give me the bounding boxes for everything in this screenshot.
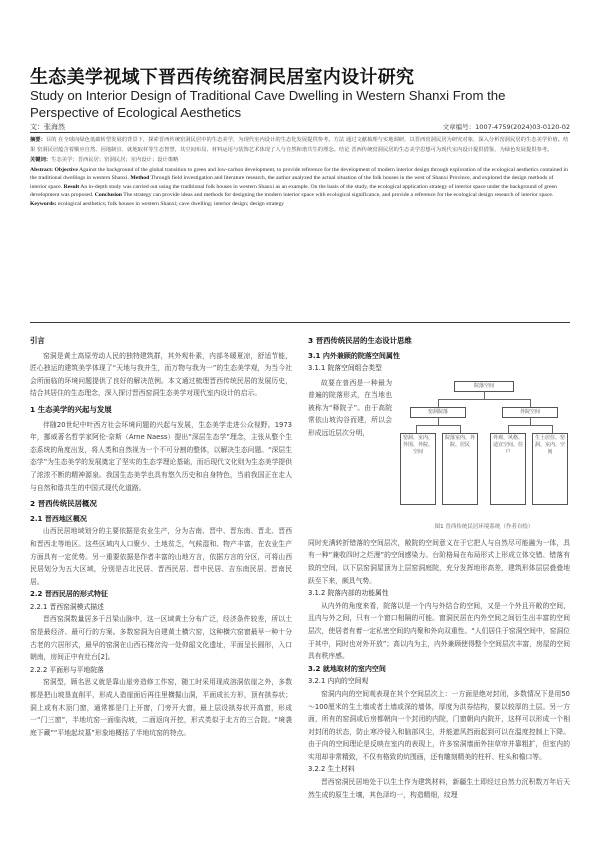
figure-connector [484,391,485,399]
section-1-heading: 1 生态美学的兴起与发展 [30,404,112,414]
objective-label: Objective [54,167,78,173]
figure-caption: 图1 晋西传统民居环境系统（作者自绘） [434,523,534,530]
figure-connector [416,425,417,433]
section-2-1-heading: 2.1 晋西地区概况 [30,514,87,523]
section-2-2-heading: 2.2 晋西民居的形式特征 [30,590,108,599]
keywords-en-label: Keywords: [30,201,58,208]
figure-connector [416,425,460,426]
figure-connector [508,425,552,426]
section-2-1-paragraph: 山西民居地域划分的主要依据是农业生产，分为吉南、晋中、晋东南、晋北、晋西和晋西北等地区。这些区域内人口聚少、土地贫乏，气候湿和、物产丰富，在农业生产方面具有一定优势。另一重要依据是作者丰富的山地方言，依据方言的分区，可将山西民居划分为五大区域，分别是吉北民居、晋西民居、晋中民居、吉东南民居、晋南民居。 [30,527,292,586]
keywords-cn-label: 关键词： [30,156,52,163]
figure-connector [552,425,553,433]
section-3-2-2-paragraph: 晋西窑洞民居地处于以生土作为建筑材料，新疆生土即经过自然力沉积数万年后天然生成的原生土壤，其色泽均一，构造精细，纹理 [308,778,570,799]
keywords-en-text: ecological aesthetics; folk houses in western Shanxi; cave dwelling; interior design; design strategy [57,201,285,208]
keywords-cn [30,156,570,166]
section-3-2-2-heading: 3.2.2 生土材料 [308,765,355,774]
figure-1 [398,377,570,537]
section-3-2-1-heading: 3.2.1 内向的空间观 [308,677,369,686]
intro-heading: 引言 [30,336,45,345]
figure-side-text: 故要在普西是一种最为普遍的院落形式，在当地也被称为“释院子”。由于高院常依山坡沟谷而建，所以会形成远近层次分明， [308,378,392,437]
figure-connector [438,399,530,400]
conclusion-text: The strategy can provide ideas and methods for designing the modern interior space with ecological significance, and provide a reference for the ecological design research of interior space. [121,191,554,198]
section-3-1-2-paragraph: 从内外的角度来看，院落以是一个内与外结合的空间，又是一个外且开敞的空间，且内与外之间，只有一个窗口相隔的可能。窗洞民居在内外空间之间衍生出丰富的空间层次，使居者有着一定私密空间的内聚和外向双重性。“人们居住于窑洞空间中，窑洞位于其中，同时也对外开放”；高以内为主，内外兼顾使得整个空间层次丰富，房屋的空间具有秩序感。 [308,601,570,661]
figure-row [308,377,570,537]
keywords-cn-text: 生态美学；晋西民居；窑洞民居；室内设计；设计策略 [51,156,179,163]
section-2-2-1-heading: 2.2.1 晋西窑洞模式描述 [30,602,104,611]
result-label: Result [63,183,80,190]
section-3-1-heading: 3.1 内外兼顾的院落空间属性 [308,351,400,360]
keywords-en [30,200,570,208]
section-3-1-1-paragraph: 同时充满转折错落的空间层次，敞院的空间意义在于它把人与自然尽可能融为一体，具有一种“兼收四时之烂漫”的空间感染力。台阶格局在布局形式上形成立体交错、错落有致的空间，以下层窑洞屋顶为上层窑洞庭院，充分发挥地形高差，建筑形体层层叠叠地跃至下来，颇具气势。 [308,538,570,585]
figure-leaf-a: 窑洞、室内、外围、外院、空间 [400,433,436,505]
figure-connector [438,399,439,407]
section-2-2-2-heading: 2.2.2 平面形与平地院落 [30,665,104,674]
objective-text: Against the background of the global transition to green and low-carbon development, to provide reference for the development of modern interior design through exploration of the ecological aesthetics contained in the traditional dwellings in western Shanxi. [30,167,568,182]
abstract-cn [30,136,570,155]
figure-leaf-d: 生土居住、窑洞、室内、空间 [532,433,568,505]
paper-title-en: Study on Interior Design of Traditional Cave Dwelling in Western Shanxi From the Perspective of Ecological Aesthetics [30,88,506,120]
section-3-2-1-paragraph: 窑洞内向的空间观表现在其个空间层次上：一方面是绝对封闭，多数情况下是用50～100厘米的生土墙或者土墙或深的墙体，厚度为洪券结构，要以较厚的土层。另一方面，所有的窑洞或后房都朝向一个封闭的内院，门窗朝向内院开，这样可以形成一个相对封闭的状态，防止寒冷侵入和脑部风尘，并能遮风挡雨起到可以在温度控制上下降。由于向的空间理论是反映在室内的表现上，许多窑洞墙面外挂草帘并靠粗扩，但室内的实用却非常精致，不仅有格致的炕围画，还有雕刻精美的柱杆、柱头和檐口等。 [308,689,570,761]
conclusion-label: Conclusion [94,191,122,198]
figure-top-node: 院落空间 [454,381,514,392]
figure-leaf-c: 外观、风格、适宜空间、住户 [490,433,526,505]
header-rule [30,132,570,133]
figure-connector [508,425,509,433]
figure-node-left: 窑洞院落 [410,407,466,418]
figure-connector [438,417,439,425]
figure-connector [530,399,531,407]
right-column [308,335,570,801]
section-3-2-heading: 3.2 就地取材的室内空间 [308,664,386,673]
abstract-block [30,136,570,209]
intro-paragraph: 窑洞是黄土高原劳动人民的独特建筑群，其外观朴素，内部冬暖夏凉，舒适节能，匠心独运的建筑美学体现了“天地与我并生，而万物与我为一”的生态美学观，为当今社会所面临的环境问题提供了良好的解决范例。本文通过梳理晋西传统民居的发展历史，结合其居住的生态理念，深入探讨晋西窑洞生态美学对现代室内设计的启示。 [30,351,292,398]
method-text: Through field investigation and literature research, the author analyzed the actual situation of the folk houses in the west of Shanxi Province, and explored the design methods of interior space. [30,175,554,190]
section-1-paragraph: 伴随20世纪中叶西方社会环境问题的兴起与发展，生态美学走进公众视野。1973年，挪威著名哲学家阿伦·奈斯（Arne Naess）提出“深层生态学”理念，主张从整个生态系统的角度出发，将人类和自然视为一个不可分割的整体，以解决生态问题。“深层生态学”为生态美学的发展奠定了坚实的生态学理论基础，而后现代文化则为生态美学提供了浓浓不断的精神源泉。我国生态美学也具有悠久历史和自身特色，当前我国正在走人与自然和谐共生的中国式现代化道路。 [30,420,292,492]
article-number: 文章编号：1007-4759(2024)03-0120-02 [442,123,570,131]
method-label: Method [130,175,150,182]
left-column [30,335,292,739]
abstract-en-label: Abstract: [30,167,55,173]
section-2-heading: 2 晋西传统民居概况 [30,499,97,509]
abstract-cn-text: 目的 在全球向绿色低碳转型发展的背景下，探索晋西传统窑洞民居中的生态美学，为现代室内设计的生态化发展提供参考。方法 通过文献梳理与实地调研，以晋西窑洞民居为研究对象，深入分析窑洞民居的生态美学价值。结果 窑洞民居蕴含着顺应自然、因地制宜、就地取材等生态智慧，其空间布局、材料运用与装饰艺术体现了人与自然和谐共生的理念。结论 晋西传统窑洞民居的生态美学思想可为现代室内设计提供借鉴，为绿色发展提供参考。 [30,137,569,153]
section-3-1-2-heading: 3.1.2 院落内部的功能属性 [308,589,389,598]
section-3-heading: 3 晋西传统民居的生态设计思维 [308,336,412,345]
paper-title-cn: 生态美学视域下晋西传统窑洞民居室内设计研究 [30,67,415,88]
abstract-rule [30,322,570,323]
figure-connector [530,417,531,425]
abstract-en [30,166,570,199]
section-2-2-2-paragraph: 窑洞型，顾名思义就是靠山崖旁造修工作窑，随工时采用现成溶洞依崖之外，多数都是把山坡垦直削平，形成人造崖面后再往里横掘山洞，平面成长方形，顶有拱券状；洞上或有木顶门窗，通常都是门上开窗，门旁开大窗，最上层设拱券状开高窗，形成一“门三窗”，半地坑窑一面临沟坡，二面返向开挖，形式类似于北方的三合院。“境袭庭下藏”“平地起坟墓”形象地概括了半地坑窑的特点。 [30,678,292,737]
figure-leaf-b: 院落室内、外院、居民 [442,433,478,505]
result-text: An in-depth study was carried out using the traditional folk houses in western Shanxi as an example. On the basis of the study, the ecological application strategy of interior space under the background of green development was proposed. [30,183,557,198]
figure-node-right: 外院空间 [502,407,558,418]
abstract-cn-label: 摘要： [30,137,46,143]
section-3-1-1-heading: 3.1.1 院落空间组合类型 [308,364,382,373]
author: 文：张海然 [30,123,65,131]
section-2-2-1-paragraph: 晋西窑洞数量居多于吕梁山脉中，这一区域黄土分布广泛，经济条件较差，所以土窑是最经济、最可行的方案。多数窑洞为自建黄土横穴窑，这种横穴窑窗最早一种十分古老的穴居形式，最早的窑洞在山西石楼岔沟一处仰韶文化遗址，平面呈长圆形，入口朝南，房间正中有灶台[2]。 [30,615,292,662]
figure-connector [460,425,461,433]
